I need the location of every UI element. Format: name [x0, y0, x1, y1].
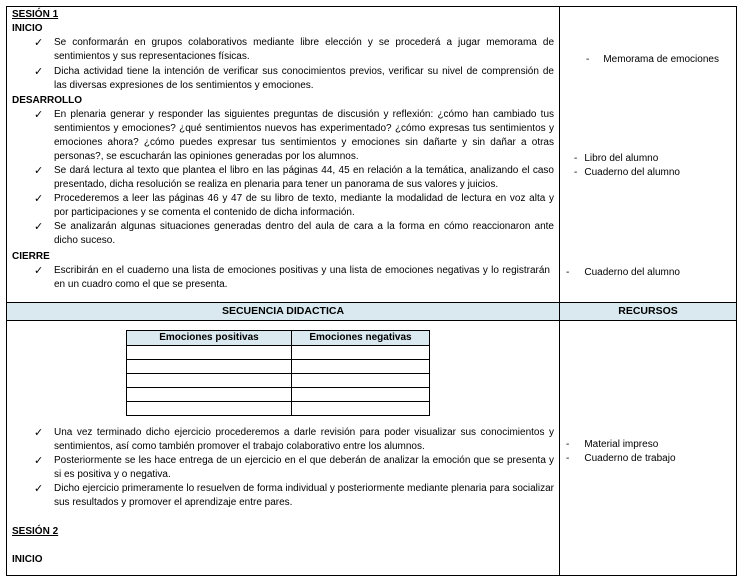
list-item	[54, 192, 554, 220]
table-row	[127, 374, 430, 388]
table-border-right	[736, 6, 737, 576]
checkmark-icon: ✓	[34, 483, 44, 495]
list-item-line: si es positiva y o negativa.	[54, 469, 171, 480]
table-cell	[292, 346, 430, 360]
resource-item	[566, 266, 680, 280]
list-item	[54, 482, 554, 510]
dash-icon: -	[566, 267, 570, 278]
checkmark-icon: ✓	[34, 109, 44, 121]
list-item-line: Se dará lectura al texto que plantea el libro en las páginas 44, 45 en relación a la temática, analizando el caso	[54, 165, 554, 176]
list-item-line: en un cuadro como el que se presenta.	[54, 279, 228, 290]
table-border-bottom	[6, 575, 737, 576]
list-item-line: En plenaria generar y responder las siguientes preguntas de discusión y reflexión: ¿cómo han cambiado tus	[54, 109, 554, 120]
resource-label: Cuaderno del alumno	[584, 267, 680, 278]
table-cell	[292, 402, 430, 416]
resource-label: Cuaderno de trabajo	[584, 453, 676, 464]
table-row	[127, 360, 430, 374]
resource-label: Material impreso	[584, 439, 659, 450]
list-item-line: personas?, se escucharán las opiniones generadas por los alumnos.	[54, 151, 359, 162]
list-item	[54, 36, 554, 64]
dash-icon: -	[574, 167, 578, 178]
list-item-line: presentado, dicha resolución se realiza en plenaria para tener un panorama de sus valores y juicios.	[54, 179, 499, 190]
checkmark-icon: ✓	[34, 455, 44, 467]
header-resources: RECURSOS	[560, 303, 736, 320]
table-cell	[127, 388, 292, 402]
list-item-line: Dicha actividad tiene la intención de verificar sus conocimientos previos, verificar su nivel de comprensión de	[54, 66, 554, 77]
list-item-line: emociones ahora? ¿cómo puedes expresar tus sentimientos y emociones sin dañarte y sin dañar a otras	[54, 137, 554, 148]
table-cell	[292, 388, 430, 402]
table-cell	[127, 346, 292, 360]
list-item	[54, 426, 554, 454]
list-item-line: Posteriormente se les hace entrega de un ejercicio en el que deberán de analizar la emoción que se presenta y	[54, 455, 554, 466]
resource-item	[574, 166, 680, 180]
list-item	[54, 65, 554, 93]
session1-title: SESIÓN 1	[12, 9, 59, 20]
list-item	[54, 164, 554, 192]
checkmark-icon: ✓	[34, 221, 44, 233]
list-item-line: Se conformarán en grupos colaborativos mediante libre elección y se procederá a jugar memorama de	[54, 37, 554, 48]
list-item-line: Una vez terminado dicho ejercicio procederemos a darle revisión para poder visualizar sus conocimientos y	[54, 427, 554, 438]
header-sequence: SECUENCIA DIDACTICA	[7, 303, 559, 320]
list-item-line: Escribirán en el cuaderno una lista de emociones positivas y una lista de emociones negativas y lo registrarán	[54, 265, 550, 276]
table-cell	[127, 402, 292, 416]
table-row	[127, 402, 430, 416]
table-cell	[127, 374, 292, 388]
list-item	[54, 220, 554, 248]
list-item-line: sentimientos y emociones? ¿qué sentimientos nuevos has experimentado? ¿cómo expresas tus sentimientos y	[54, 123, 554, 134]
list-item-line: por participaciones y se comenta el contenido de dicha información.	[54, 207, 355, 218]
session2-title: SESIÓN 2	[12, 526, 59, 537]
list-item-line: Se analizarán algunas situaciones generadas dentro del aula de cara a la forma en cómo reaccionaron ante	[54, 221, 554, 232]
cierre-heading: CIERRE	[12, 251, 50, 262]
table-cell	[292, 360, 430, 374]
list-item-line: sentimientos y sus representaciones físicas.	[54, 51, 250, 62]
checkmark-icon: ✓	[34, 66, 44, 78]
checkmark-icon: ✓	[34, 165, 44, 177]
resource-item	[586, 53, 719, 67]
dash-icon: -	[566, 439, 570, 450]
list-item	[54, 454, 554, 482]
inicio-heading: INICIO	[12, 23, 43, 34]
resource-label: Cuaderno del alumno	[584, 167, 680, 178]
emotions-table	[126, 330, 430, 416]
resource-item	[574, 152, 658, 166]
dash-icon: -	[574, 153, 578, 164]
table-row	[127, 346, 430, 360]
checkmark-icon: ✓	[34, 265, 44, 277]
list-item	[54, 108, 554, 164]
table-cell	[127, 360, 292, 374]
checkmark-icon: ✓	[34, 193, 44, 205]
checkmark-icon: ✓	[34, 37, 44, 49]
table-cell	[292, 374, 430, 388]
list-item-line: sus resultados y promover el aprendizaje entre pares.	[54, 497, 293, 508]
list-item-line: dicho suceso.	[54, 235, 116, 246]
dash-icon: -	[586, 54, 590, 65]
dash-icon: -	[566, 453, 570, 464]
resource-label: Memorama de emociones	[603, 54, 719, 65]
column-header: Emociones positivas	[127, 331, 292, 346]
list-item-line: las diversas expresiones de los sentimientos y emociones.	[54, 80, 314, 91]
table-row	[127, 388, 430, 402]
table-border-top	[6, 6, 737, 7]
header-row-bottom	[6, 320, 737, 321]
session2-inicio-heading: INICIO	[12, 554, 43, 565]
desarrollo-heading: DESARROLLO	[12, 95, 82, 106]
list-item-line: sentimientos, así como también promover el trabajo colaborativo entre los alumnos.	[54, 441, 425, 452]
resource-item	[566, 452, 676, 466]
list-item-line: Dicho ejercicio primeramente lo resuelven de forma individual y posteriormente mediante plenaria para socializar	[54, 483, 554, 494]
list-item-line: Procederemos a leer las páginas 46 y 47 de su libro de texto, mediante la modalidad de lectura en voz alta y	[54, 193, 554, 204]
column-divider	[559, 6, 560, 576]
checkmark-icon: ✓	[34, 427, 44, 439]
table-border-left	[6, 6, 7, 576]
list-item	[54, 264, 550, 292]
resource-label: Libro del alumno	[584, 153, 659, 164]
column-header: Emociones negativas	[292, 331, 430, 346]
resource-item	[566, 438, 658, 452]
